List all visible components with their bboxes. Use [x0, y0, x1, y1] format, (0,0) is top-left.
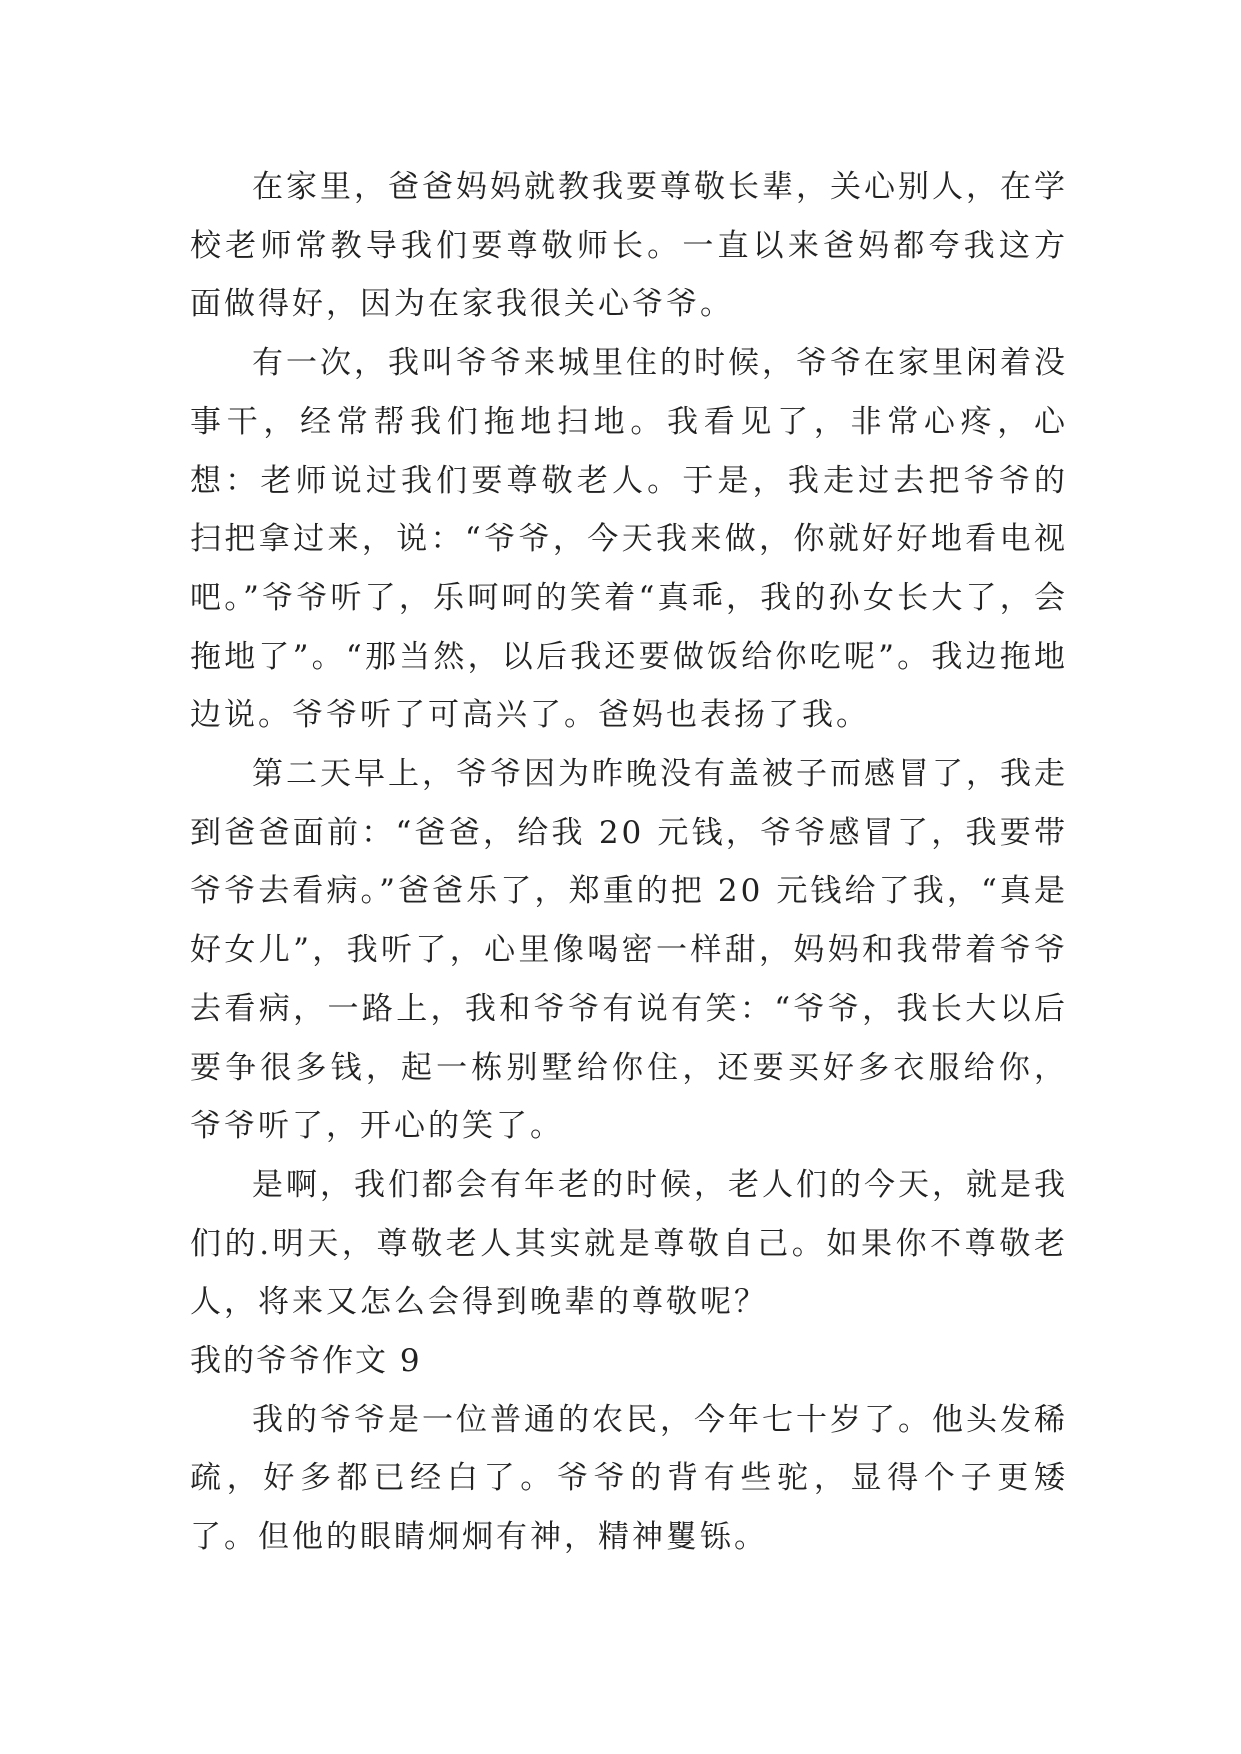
document-body — [190, 158, 1068, 1567]
paragraph-mopping-floor: 有一次，我叫爷爷来城里住的时候，爷爷在家里闲着没事干，经常帮我们拖地扫地。我看见了，非常心疼，心想：老师说过我们要尊敬老人。于是，我走过去把爷爷的扫把拿过来，说：“爷爷，今天我来做，你就好好地看电视吧。”爷爷听了，乐呵呵的笑着“真乖，我的孙女长大了，会拖地了”。“那当然，以后我还要做饭给你吃呢”。我边拖地边说。爷爷听了可高兴了。爸妈也表扬了我。 — [190, 345, 1068, 734]
paragraph-conclusion: 是啊，我们都会有年老的时候，老人们的今天，就是我们的.明天，尊敬老人其实就是尊敬自己。如果你不尊敬老人，将来又怎么会得到晚辈的尊敬呢？ — [190, 1166, 1068, 1321]
paragraph-respect-elders: 在家里，爸爸妈妈就教我要尊敬长辈，关心别人，在学校老师常教导我们要尊敬师长。一直以来爸妈都夸我这方面做得好，因为在家我很关心爷爷。 — [190, 169, 1068, 323]
paragraph-grandpa-cold: 第二天早上，爷爷因为昨晚没有盖被子而感冒了，我走到爸爸面前：“爸爸，给我 20 元钱，爷爷感冒了，我要带爷爷去看病。”爸爸乐了，郑重的把 20 元钱给了我，“真是好女儿”，我听了，心里像喝密一样甜，妈妈和我带着爷爷去看病，一路上，我和爷爷有说有笑：“爷爷，我长大以后要争很多钱，起一栋别墅给你住，还要买好多衣服给你，爷爷听了，开心的笑了。 — [190, 756, 1068, 1145]
essay-heading: 我的爷爷作文 9 — [190, 1343, 422, 1380]
paragraph-grandpa-description: 我的爷爷是一位普通的农民，今年七十岁了。他头发稀疏，好多都已经白了。爷爷的背有些驼，显得个子更矮了。但他的眼睛炯炯有神，精神矍铄。 — [190, 1401, 1068, 1556]
